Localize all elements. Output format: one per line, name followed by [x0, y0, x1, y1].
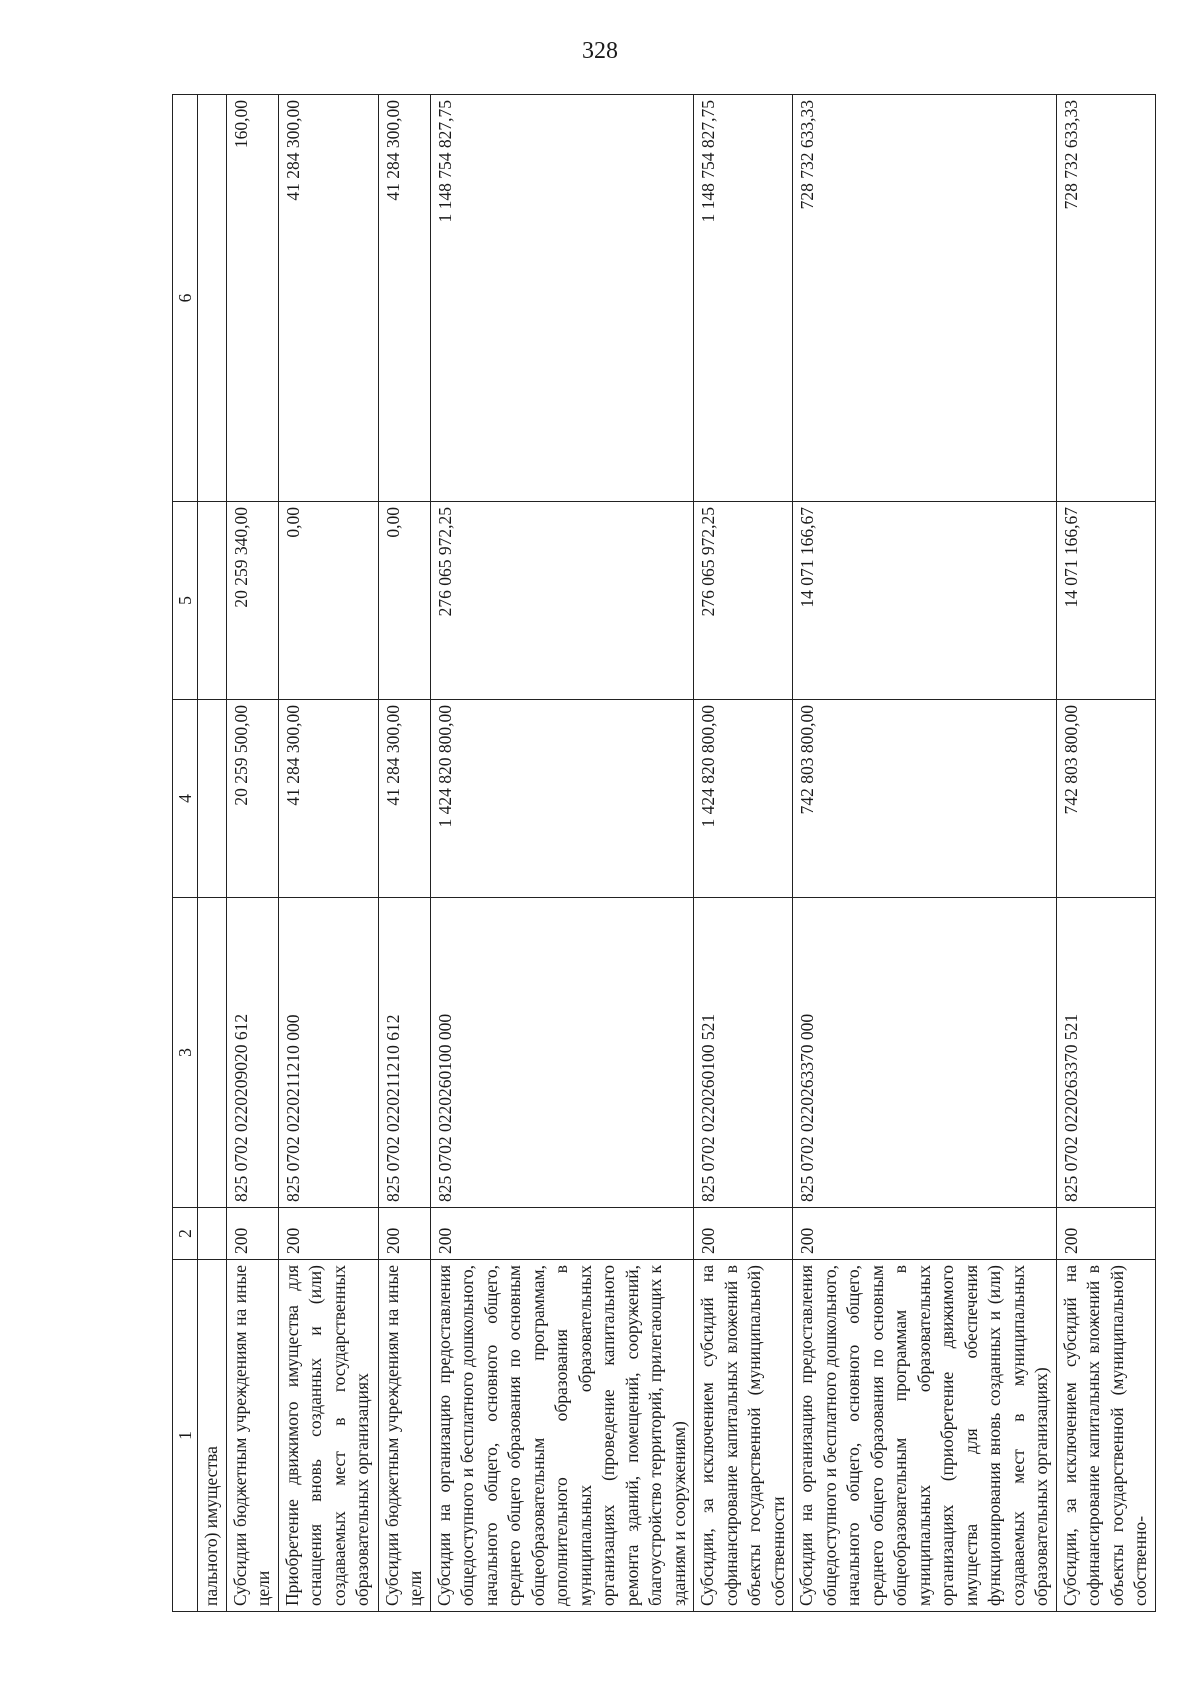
row-col-6: 728 732 633,33 [793, 95, 1057, 502]
row-name: Субсидии, за исключением субсидий на софинансирование капитальных вложений в объекты государственной (муниципальной) собственно- [1056, 1260, 1155, 1612]
header-col-1: 1 [173, 1260, 198, 1612]
rotated-table [172, 95, 1150, 1612]
row-code [198, 898, 227, 1208]
row-col-2 [198, 1208, 227, 1260]
header-col-6: 6 [173, 95, 198, 502]
row-code: 825 0702 0220211210 000 [278, 898, 378, 1208]
row-col-2: 200 [226, 1208, 278, 1260]
row-col-5: 14 071 166,67 [793, 502, 1057, 700]
row-name: Субсидии бюджетным учреждениям на иные цели [226, 1260, 278, 1612]
table-row [1056, 95, 1155, 1612]
row-col-6: 41 284 300,00 [378, 95, 430, 502]
row-col-4: 742 803 800,00 [793, 700, 1057, 898]
row-col-4: 41 284 300,00 [378, 700, 430, 898]
row-name: Субсидии на организацию предоставления общедоступного и бесплатного дошкольного, начального общего, основного общего, среднего общего образования по основным общеобразовательным программам, дополнительного образования в муниципальных образовательных организациях (проведение капитального ремонта зданий, помещений, сооружений, благоустройство территорий, прилегающих к зданиям и сооружениям) [430, 1260, 694, 1612]
row-name: Субсидии, за исключением субсидий на софинансирование капитальных вложений в объекты государственной (муниципальной) собственности [694, 1260, 793, 1612]
table-row [226, 95, 278, 1612]
row-name: Приобретение движимого имущества для оснащения вновь созданных и (или) создаваемых мест в государственных образовательных организациях [278, 1260, 378, 1612]
table-row [278, 95, 378, 1612]
row-col-6: 41 284 300,00 [278, 95, 378, 502]
row-col-4: 1 424 820 800,00 [430, 700, 694, 898]
row-col-2: 200 [694, 1208, 793, 1260]
row-col-6: 1 148 754 827,75 [430, 95, 694, 502]
table-container [172, 95, 1150, 1612]
row-col-5: 276 065 972,25 [430, 502, 694, 700]
row-code: 825 0702 0220263370 000 [793, 898, 1057, 1208]
header-col-5: 5 [173, 502, 198, 700]
row-col-6: 1 148 754 827,75 [694, 95, 793, 502]
table-row [198, 95, 227, 1612]
row-col-2: 200 [430, 1208, 694, 1260]
row-col-6: 728 732 633,33 [1056, 95, 1155, 502]
row-col-5: 20 259 340,00 [226, 502, 278, 700]
budget-table [172, 94, 1156, 1612]
row-code: 825 0702 0220211210 612 [378, 898, 430, 1208]
row-col-6: 160,00 [226, 95, 278, 502]
row-col-4: 20 259 500,00 [226, 700, 278, 898]
header-row [173, 95, 198, 1612]
table-row [378, 95, 430, 1612]
row-col-5: 0,00 [278, 502, 378, 700]
row-col-4: 1 424 820 800,00 [694, 700, 793, 898]
page-number: 328 [582, 38, 618, 64]
row-name: пального) имущества [198, 1260, 227, 1612]
row-code: 825 0702 0220209020 612 [226, 898, 278, 1208]
header-col-2: 2 [173, 1208, 198, 1260]
row-col-2: 200 [278, 1208, 378, 1260]
table-row [430, 95, 694, 1612]
row-col-2: 200 [378, 1208, 430, 1260]
row-name: Субсидии на организацию предоставления общедоступного и бесплатного дошкольного, начального общего, основного общего, среднего общего образования по основным общеобразовательным программам в муниципальных образовательных организациях (приобретение движимого имущества для обеспечения функционирования вновь созданных и (или) создаваемых мест в муниципальных образовательных организациях) [793, 1260, 1057, 1612]
row-col-2: 200 [1056, 1208, 1155, 1260]
row-col-4 [198, 700, 227, 898]
row-col-5: 14 071 166,67 [1056, 502, 1155, 700]
row-code: 825 0702 0220263370 521 [1056, 898, 1155, 1208]
row-col-5: 276 065 972,25 [694, 502, 793, 700]
table-row [694, 95, 793, 1612]
row-col-2: 200 [793, 1208, 1057, 1260]
table-row [793, 95, 1057, 1612]
row-code: 825 0702 0220260100 521 [694, 898, 793, 1208]
row-col-4: 742 803 800,00 [1056, 700, 1155, 898]
row-col-5: 0,00 [378, 502, 430, 700]
row-name: Субсидии бюджетным учреждениям на иные цели [378, 1260, 430, 1612]
row-col-5 [198, 502, 227, 700]
row-code: 825 0702 0220260100 000 [430, 898, 694, 1208]
header-col-4: 4 [173, 700, 198, 898]
header-col-3: 3 [173, 898, 198, 1208]
row-col-4: 41 284 300,00 [278, 700, 378, 898]
row-col-6 [198, 95, 227, 502]
